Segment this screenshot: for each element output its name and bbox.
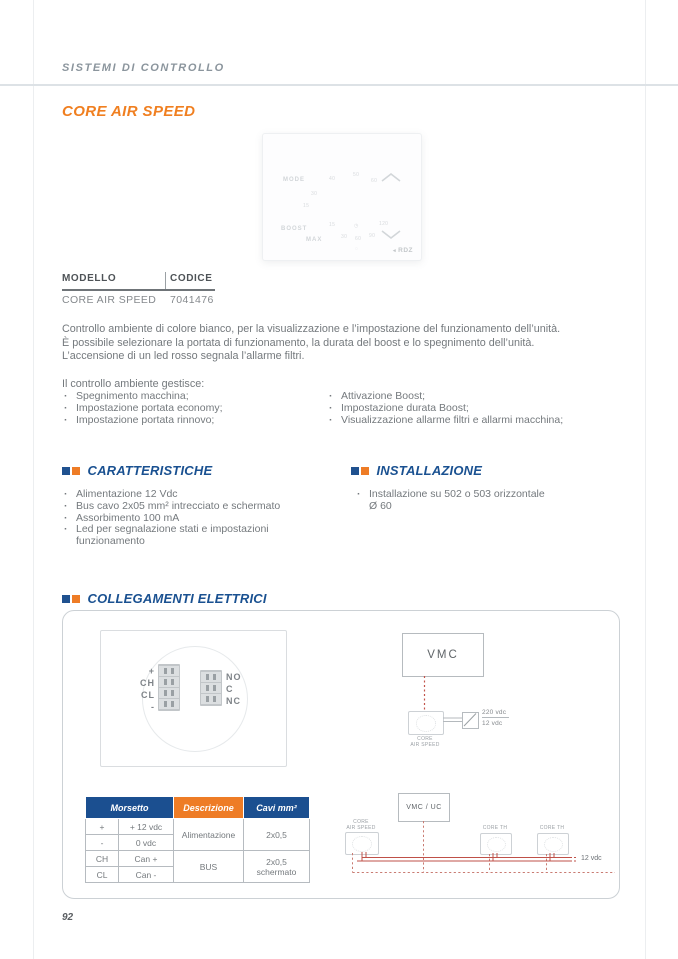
list-item: · Visualizzazione allarme filtri e allarmi macchina; (327, 414, 627, 426)
panel-max-label: MAX (306, 237, 323, 243)
breadcrumb: SISTEMI DI CONTROLLO (62, 62, 225, 74)
filter-icon: ◌ (355, 246, 359, 252)
vmc-box: VMC (402, 633, 484, 677)
terminal-cell (201, 683, 221, 693)
terminal-cell (201, 694, 221, 704)
core-air-speed-device (408, 711, 444, 735)
rdz-logo (392, 247, 413, 254)
section-bullet-icon (351, 467, 369, 475)
terminal-block-right (200, 670, 222, 706)
description-line: Controllo ambiente di colore bianco, per la visualizzazione e l’impostazione del funzionamento dell’unità. (62, 323, 561, 335)
chevron-up-icon (381, 172, 401, 183)
control-panel-image (262, 133, 422, 261)
caratteristiche-list (62, 489, 334, 548)
terminal-label-no: NO (226, 672, 242, 682)
cell-terminal: CL (86, 867, 119, 883)
section-bullet-icon (62, 467, 80, 475)
col-header-cavi: Cavi mm² (244, 797, 310, 819)
dial-number: 15 (329, 222, 336, 228)
list-item: · Led per segnalazione stati e impostazioni funzionamento (62, 524, 334, 548)
terminal-label-c: C (226, 684, 234, 694)
table-row (86, 819, 310, 835)
installazione-list (355, 489, 595, 513)
cell-cable: 2x0,5 schermato (244, 851, 310, 883)
code-value: 7041476 (170, 294, 214, 306)
list-item: · Alimentazione 12 Vdc (62, 489, 334, 501)
cell-terminal: + (86, 819, 119, 835)
power-label-220: 220 vdc (482, 709, 509, 718)
header-divider (0, 84, 678, 86)
device-dial-dots (352, 836, 372, 852)
dial-number: 15 (303, 203, 310, 209)
section-title: COLLEGAMENTI ELETTRICI (87, 591, 267, 606)
list-item: · Installazione su 502 o 503 orizzontale (355, 489, 595, 501)
power-label-12: 12 vdc (482, 720, 503, 727)
list-item: · Assorbimento 100 mA (62, 513, 334, 525)
dial-number: 30 (341, 234, 348, 240)
timer-icon: ◷ (354, 223, 359, 229)
terminal-label-plus: + (148, 666, 155, 676)
manages-right-list (327, 390, 627, 426)
list-item: · Impostazione portata economy; (62, 402, 312, 414)
dial-number: 60 (371, 178, 378, 184)
list-item: · Spegnimento macchina; (62, 390, 312, 402)
core-th-label: CORE TH (539, 825, 565, 831)
power-supply-icon (462, 712, 479, 729)
product-photo (253, 123, 428, 269)
page-left-edge (33, 0, 34, 959)
cell-signal: 0 vdc (119, 835, 174, 851)
table-row (86, 851, 310, 867)
terminal-label-cl: CL (141, 690, 155, 700)
terminal-label-minus: - (151, 702, 155, 712)
list-item: · Impostazione durata Boost; (327, 402, 627, 414)
terminal-block-left (158, 664, 180, 711)
cell-terminal: - (86, 835, 119, 851)
dial-number: 50 (353, 172, 360, 178)
manages-intro: Il controllo ambiente gestisce: (62, 378, 205, 390)
page-title: CORE AIR SPEED (62, 103, 196, 120)
col-header-morsetto: Morsetto (86, 797, 174, 819)
core-air-speed-label: CORE AIR SPEED (410, 736, 440, 748)
dial-number: 30 (311, 191, 318, 197)
terminal-cell (159, 688, 179, 698)
bus-core-air-speed-device (345, 832, 379, 855)
cell-terminal: CH (86, 851, 119, 867)
list-item: · Bus cavo 2x05 mm² intrecciato e schermato (62, 501, 334, 513)
device-dial-dots (544, 837, 563, 852)
terminal-cell (159, 666, 179, 676)
terminal-label-ch: CH (140, 678, 155, 688)
vmc-uc-box: VMC / UC (398, 793, 450, 822)
cell-cable: 2x0,5 (244, 819, 310, 851)
dial-number: 90 (369, 233, 376, 239)
section-title: INSTALLAZIONE (376, 463, 483, 478)
bus-core-air-speed-label: CORE AIR SPEED (346, 819, 376, 831)
core-th-label: CORE TH (482, 825, 508, 831)
model-col-header: MODELLO (62, 273, 117, 284)
section-title: CARATTERISTICHE (87, 463, 213, 478)
manages-left-list (62, 390, 312, 426)
dial-number: 120 (379, 221, 389, 227)
panel-boost-label: BOOST (281, 226, 308, 232)
list-item: · Impostazione portata rinnovo; (62, 414, 312, 426)
terminal-cell (159, 677, 179, 687)
morsetto-table (85, 796, 310, 883)
cell-signal: Can - (119, 867, 174, 883)
col-header-descrizione: Descrizione (174, 797, 244, 819)
section-caratteristiche (62, 463, 212, 478)
list-item-continuation: Ø 60 (369, 499, 392, 512)
terminal-cell (201, 672, 221, 682)
panel-mode-label: MODE (283, 177, 305, 183)
code-col-header: CODICE (170, 273, 213, 284)
core-th-device (480, 833, 512, 855)
description-line: L’accensione di un led rosso segnala l’allarme filtri. (62, 350, 305, 363)
page-right-edge (645, 0, 646, 959)
rdz-logo-text: RDZ (398, 247, 413, 254)
bus-voltage-label: 12 vdc (581, 855, 602, 862)
terminal-cell (159, 699, 179, 709)
description-paragraph (62, 323, 627, 364)
section-installazione (351, 463, 482, 478)
section-bullet-icon (62, 595, 80, 603)
dial-number: 40 (329, 176, 336, 182)
cell-desc: BUS (174, 851, 244, 883)
chevron-down-icon (381, 229, 401, 240)
device-dial-dots (416, 715, 437, 731)
description-line: È possibile selezionare la portata di funzionamento, la durata del boost e lo spegnimento dell’unità. (62, 336, 535, 349)
model-table-vline (165, 272, 166, 289)
rdz-logo-mark: ◄ (391, 248, 398, 254)
table-header-row (86, 797, 310, 819)
page-number: 92 (62, 912, 74, 923)
cell-desc: Alimentazione (174, 819, 244, 851)
cell-signal: Can + (119, 851, 174, 867)
dial-number: 60 (355, 236, 362, 242)
model-value: CORE AIR SPEED (62, 294, 157, 306)
list-item: · Attivazione Boost; (327, 390, 627, 402)
terminal-label-nc: NC (226, 696, 241, 706)
device-dial-dots (487, 837, 506, 852)
section-collegamenti (62, 591, 267, 606)
cell-signal: + 12 vdc (119, 819, 174, 835)
core-th-device (537, 833, 569, 855)
model-table-underline (62, 289, 215, 291)
